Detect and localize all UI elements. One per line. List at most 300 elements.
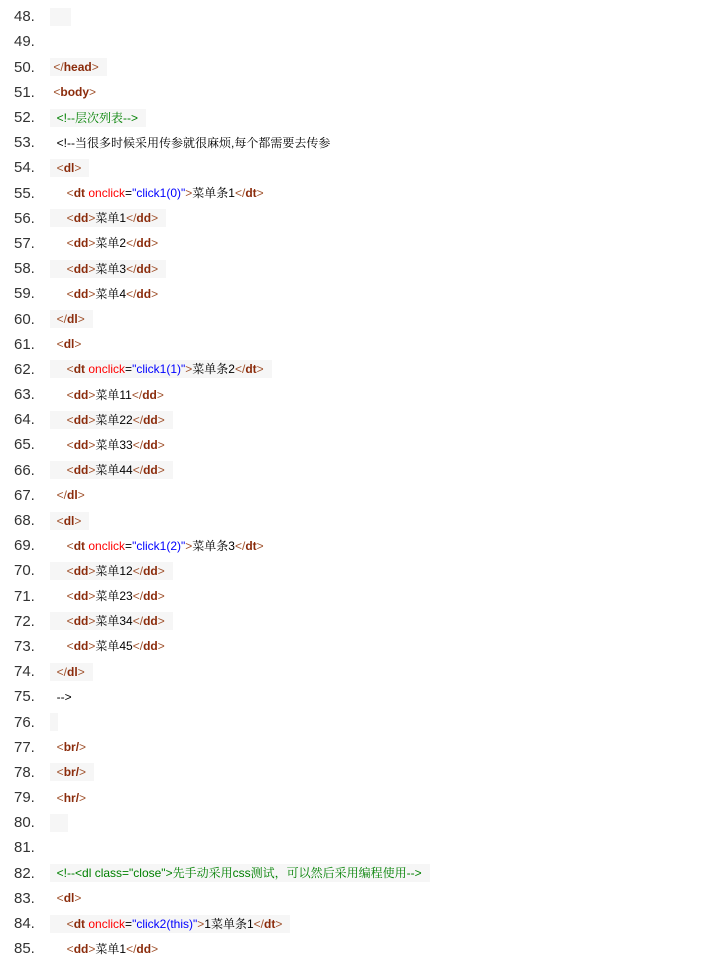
tag-bracket: > <box>257 186 264 200</box>
code-line <box>0 483 716 508</box>
tag-name: dd <box>74 287 89 301</box>
tag-bracket: </ <box>57 665 67 679</box>
tag-bracket: > <box>78 665 85 679</box>
indent <box>50 161 57 175</box>
tag-bracket: > <box>158 564 165 578</box>
code-line <box>0 80 716 105</box>
code-line <box>0 55 716 80</box>
line-number: 80. <box>0 814 50 831</box>
attribute-value: "click2(this)" <box>132 917 197 931</box>
attribute-value: "click1(0)" <box>132 186 185 200</box>
tag-name: body <box>60 85 89 99</box>
line-number: 84. <box>0 915 50 932</box>
tag-name: dd <box>74 262 89 276</box>
indent <box>50 690 57 704</box>
tag-bracket: < <box>67 614 74 628</box>
code-content <box>50 461 173 479</box>
code-content <box>50 159 89 177</box>
tag-bracket: > <box>74 337 81 351</box>
code-content <box>50 260 166 278</box>
code-line <box>0 609 716 634</box>
code-line <box>0 256 716 281</box>
tag-bracket: > <box>88 236 95 250</box>
code-line <box>0 735 716 760</box>
text-node: 菜单44 <box>95 463 132 477</box>
line-number: 50. <box>0 59 50 76</box>
tag-bracket: > <box>88 287 95 301</box>
tag-bracket: > <box>158 589 165 603</box>
code-line <box>0 231 716 256</box>
text-node: 菜单33 <box>95 438 132 452</box>
line-number: 48. <box>0 8 50 25</box>
tag-bracket: </ <box>57 488 67 502</box>
tag-bracket: < <box>53 85 60 99</box>
tag-bracket: < <box>67 589 74 603</box>
comment-text: <!--层次列表--> <box>57 111 138 125</box>
tag-bracket: > <box>74 891 81 905</box>
tag-bracket: < <box>57 891 64 905</box>
tag-bracket: < <box>67 388 74 402</box>
tag-bracket: </ <box>235 539 245 553</box>
indent <box>50 639 67 653</box>
code-content <box>50 940 166 958</box>
line-number: 82. <box>0 865 50 882</box>
tag-bracket: < <box>67 917 74 931</box>
text-node: 1菜单条1 <box>204 917 253 931</box>
line-number: 62. <box>0 361 50 378</box>
tag-bracket: > <box>74 161 81 175</box>
line-number: 68. <box>0 512 50 529</box>
code-content <box>50 864 430 882</box>
tag-bracket: </ <box>57 312 67 326</box>
indent <box>50 312 57 326</box>
tag-bracket: > <box>257 539 264 553</box>
code-line <box>0 4 716 29</box>
tag-bracket: > <box>79 765 86 779</box>
text-node: 菜单条3 <box>192 539 235 553</box>
indent <box>50 388 67 402</box>
text-node: 菜单23 <box>95 589 132 603</box>
indent <box>50 539 67 553</box>
tag-bracket: </ <box>126 262 136 276</box>
tag-bracket: > <box>185 186 192 200</box>
code-content <box>50 335 89 353</box>
text-node: 菜单条1 <box>192 186 235 200</box>
tag-name: dd <box>143 463 158 477</box>
code-line <box>0 508 716 533</box>
code-content <box>50 310 93 328</box>
code-line <box>0 584 716 609</box>
tag-bracket: > <box>79 791 86 805</box>
tag-bracket: > <box>88 211 95 225</box>
line-number: 49. <box>0 33 50 50</box>
tag-bracket: < <box>67 942 74 956</box>
line-number: 72. <box>0 613 50 630</box>
code-content <box>50 436 173 454</box>
tag-name: br/ <box>64 740 79 754</box>
tag-name: dd <box>143 413 158 427</box>
code-line <box>0 155 716 180</box>
tag-bracket: </ <box>133 564 143 578</box>
text-node <box>50 816 60 830</box>
equals-sign: = <box>125 917 132 931</box>
tag-bracket: > <box>158 614 165 628</box>
attribute-value: "click1(1)" <box>132 362 185 376</box>
tag-name: dd <box>143 614 158 628</box>
code-line <box>0 936 716 961</box>
text-node: 菜单1 <box>95 211 126 225</box>
indent <box>50 564 67 578</box>
tag-name: dl <box>64 891 75 905</box>
code-content <box>50 789 94 807</box>
indent <box>50 765 57 779</box>
text-node: <!--当很多时候采用传参就很麻烦,每个都需要去传参 <box>57 136 331 150</box>
equals-sign: = <box>125 539 132 553</box>
tag-bracket: > <box>151 287 158 301</box>
tag-name: dl <box>67 488 78 502</box>
code-content <box>50 612 173 630</box>
code-line <box>0 558 716 583</box>
tag-bracket: > <box>88 564 95 578</box>
indent <box>50 413 67 427</box>
line-number: 79. <box>0 789 50 806</box>
tag-bracket: > <box>275 917 282 931</box>
tag-name: head <box>64 60 92 74</box>
line-number: 55. <box>0 185 50 202</box>
code-content <box>50 839 58 857</box>
tag-bracket: < <box>67 262 74 276</box>
code-content <box>50 209 166 227</box>
code-line <box>0 382 716 407</box>
tag-bracket: > <box>88 388 95 402</box>
tag-bracket: > <box>92 60 99 74</box>
code-line <box>0 760 716 785</box>
tag-bracket: > <box>79 740 86 754</box>
tag-bracket: > <box>88 438 95 452</box>
tag-bracket: > <box>88 614 95 628</box>
line-number: 57. <box>0 235 50 252</box>
tag-name: dl <box>64 161 75 175</box>
code-line <box>0 29 716 54</box>
tag-bracket: < <box>67 211 74 225</box>
tag-bracket: > <box>151 262 158 276</box>
tag-bracket: </ <box>126 236 136 250</box>
code-content <box>50 0 128 1</box>
indent <box>50 740 57 754</box>
indent <box>50 514 57 528</box>
code-content <box>50 587 173 605</box>
tag-bracket: > <box>88 413 95 427</box>
line-number: 74. <box>0 663 50 680</box>
line-number: 81. <box>0 839 50 856</box>
line-number: 75. <box>0 688 50 705</box>
code-content <box>50 713 58 731</box>
indent <box>50 211 67 225</box>
code-line <box>0 357 716 382</box>
tag-bracket: > <box>158 438 165 452</box>
attribute-name: onclick <box>88 539 125 553</box>
tag-name: br/ <box>64 765 79 779</box>
tag-bracket: </ <box>235 362 245 376</box>
tag-bracket: </ <box>126 287 136 301</box>
tag-bracket: > <box>88 463 95 477</box>
tag-bracket: < <box>67 438 74 452</box>
tag-name: dd <box>142 388 157 402</box>
line-number: 61. <box>0 336 50 353</box>
indent <box>50 665 57 679</box>
code-content <box>50 814 68 832</box>
tag-bracket: < <box>67 287 74 301</box>
tag-name: dl <box>67 312 78 326</box>
tag-bracket: </ <box>254 917 264 931</box>
tag-name: dd <box>143 589 158 603</box>
code-content <box>50 285 166 303</box>
tag-name: dd <box>136 262 151 276</box>
code-content <box>50 386 172 404</box>
tag-name: dt <box>245 539 256 553</box>
tag-bracket: < <box>57 337 64 351</box>
tag-bracket: > <box>151 211 158 225</box>
tag-bracket: > <box>185 539 192 553</box>
tag-bracket: </ <box>133 413 143 427</box>
code-line <box>0 181 716 206</box>
line-number: 78. <box>0 764 50 781</box>
tag-name: dd <box>136 211 151 225</box>
code-line <box>0 130 716 155</box>
code-content <box>50 134 338 152</box>
text-node: 菜单12 <box>95 564 132 578</box>
tag-name: dd <box>74 438 89 452</box>
code-content <box>50 58 107 76</box>
line-number: 73. <box>0 638 50 655</box>
tag-bracket: < <box>57 161 64 175</box>
indent <box>50 438 67 452</box>
tag-bracket: > <box>151 236 158 250</box>
line-number: 77. <box>0 739 50 756</box>
indent <box>50 287 67 301</box>
line-number: 67. <box>0 487 50 504</box>
tag-bracket: < <box>57 514 64 528</box>
tag-bracket: > <box>185 362 192 376</box>
code-content <box>50 738 94 756</box>
text-node: 菜单2 <box>95 236 126 250</box>
tag-bracket: > <box>158 463 165 477</box>
tag-bracket: > <box>88 942 95 956</box>
code-content <box>50 8 71 26</box>
line-number: 76. <box>0 714 50 731</box>
indent <box>50 236 67 250</box>
text-node: 菜单11 <box>95 388 131 402</box>
tag-name: dl <box>64 337 75 351</box>
tag-name: dt <box>74 917 85 931</box>
tag-bracket: < <box>57 765 64 779</box>
line-number: 65. <box>0 436 50 453</box>
tag-bracket: > <box>88 262 95 276</box>
tag-bracket: </ <box>235 186 245 200</box>
code-content <box>50 663 93 681</box>
tag-bracket: < <box>67 539 74 553</box>
tag-bracket: </ <box>133 438 143 452</box>
code-line <box>0 533 716 558</box>
line-number: 60. <box>0 311 50 328</box>
tag-bracket: </ <box>133 614 143 628</box>
line-number: 69. <box>0 537 50 554</box>
line-number: 58. <box>0 260 50 277</box>
comment-text: <!--<dl class="close">先手动采用css测试，可以然后采用编程使用--> <box>57 866 422 880</box>
tag-name: dd <box>74 413 89 427</box>
tag-bracket: > <box>257 362 264 376</box>
tag-name: dd <box>136 236 151 250</box>
line-number: 59. <box>0 285 50 302</box>
line-number: 56. <box>0 210 50 227</box>
text-node: 菜单4 <box>95 287 126 301</box>
code-content <box>50 411 173 429</box>
tag-bracket: < <box>67 564 74 578</box>
code-line <box>0 634 716 659</box>
code-line <box>0 861 716 886</box>
text-node: 菜单22 <box>95 413 132 427</box>
code-line <box>0 206 716 231</box>
tag-name: dd <box>74 614 89 628</box>
code-line <box>0 407 716 432</box>
tag-bracket: > <box>74 514 81 528</box>
tag-name: dd <box>74 236 89 250</box>
code-line <box>0 105 716 130</box>
indent <box>50 614 67 628</box>
code-content <box>50 915 290 933</box>
tag-name: dd <box>74 942 89 956</box>
code-line <box>0 835 716 860</box>
text-node: 菜单34 <box>95 614 132 628</box>
tag-name: dd <box>143 438 158 452</box>
tag-bracket: > <box>78 488 85 502</box>
tag-bracket: </ <box>126 211 136 225</box>
tag-bracket: </ <box>132 388 142 402</box>
indent <box>50 262 67 276</box>
tag-name: dt <box>264 917 275 931</box>
tag-bracket: > <box>88 589 95 603</box>
tag-name: dt <box>245 186 256 200</box>
code-line <box>0 432 716 457</box>
tag-name: dd <box>74 211 89 225</box>
tag-name: dt <box>245 362 256 376</box>
code-content <box>50 512 89 530</box>
code-content <box>50 889 89 907</box>
attribute-value: "click1(2)" <box>132 539 185 553</box>
tag-bracket: < <box>67 186 74 200</box>
tag-name: dl <box>67 665 78 679</box>
tag-name: dd <box>143 564 158 578</box>
tag-name: dd <box>74 388 89 402</box>
code-line <box>0 458 716 483</box>
tag-name: dd <box>74 463 89 477</box>
code-line <box>0 709 716 734</box>
equals-sign: = <box>125 362 132 376</box>
line-number: 51. <box>0 84 50 101</box>
indent <box>50 136 57 150</box>
tag-bracket: > <box>151 942 158 956</box>
code-line <box>0 911 716 936</box>
tag-name: dd <box>136 287 151 301</box>
tag-bracket: < <box>57 791 64 805</box>
tag-name: dd <box>74 639 89 653</box>
code-line <box>0 886 716 911</box>
attribute-name: onclick <box>88 917 125 931</box>
tag-bracket: < <box>67 413 74 427</box>
tag-bracket: > <box>197 917 204 931</box>
code-line <box>0 684 716 709</box>
tag-name: dd <box>136 942 151 956</box>
code-line <box>0 659 716 684</box>
tag-bracket: </ <box>126 942 136 956</box>
indent <box>50 589 67 603</box>
code-content <box>50 33 58 51</box>
tag-bracket: </ <box>133 589 143 603</box>
tag-name: dd <box>143 639 158 653</box>
attribute-name: onclick <box>88 362 125 376</box>
tag-name: dd <box>74 564 89 578</box>
line-number: 54. <box>0 159 50 176</box>
indent <box>50 111 57 125</box>
tag-name: dt <box>74 362 85 376</box>
code-line <box>0 281 716 306</box>
tag-bracket: < <box>57 740 64 754</box>
indent <box>50 866 57 880</box>
line-number: 83. <box>0 890 50 907</box>
tag-bracket: > <box>89 85 96 99</box>
indent <box>50 362 67 376</box>
indent <box>50 917 67 931</box>
indent <box>50 337 57 351</box>
code-content <box>50 688 80 706</box>
tag-bracket: < <box>67 639 74 653</box>
line-number: 52. <box>0 109 50 126</box>
text-node: --> <box>57 690 72 704</box>
code-line <box>0 810 716 835</box>
line-number: 70. <box>0 562 50 579</box>
code-content <box>50 763 94 781</box>
tag-bracket: > <box>158 413 165 427</box>
indent <box>50 942 67 956</box>
indent <box>50 891 57 905</box>
attribute-name: onclick <box>88 186 125 200</box>
text-node: 菜单条2 <box>192 362 235 376</box>
tag-bracket: </ <box>133 463 143 477</box>
line-number: 63. <box>0 386 50 403</box>
tag-name: dt <box>74 539 85 553</box>
text-node: 菜单3 <box>95 262 126 276</box>
tag-bracket: > <box>157 388 164 402</box>
tag-bracket: > <box>78 312 85 326</box>
tag-bracket: < <box>67 362 74 376</box>
code-content <box>50 637 173 655</box>
tag-bracket: < <box>67 236 74 250</box>
code-content <box>50 537 272 555</box>
tag-bracket: </ <box>53 60 63 74</box>
code-content <box>50 360 272 378</box>
code-line <box>0 332 716 357</box>
code-content <box>50 109 146 127</box>
code-line <box>0 306 716 331</box>
line-number: 66. <box>0 462 50 479</box>
tag-bracket: < <box>67 463 74 477</box>
code-content <box>50 234 166 252</box>
code-content <box>50 562 173 580</box>
text-node: 菜单1 <box>95 942 126 956</box>
code-content <box>50 83 104 101</box>
indent <box>50 463 67 477</box>
equals-sign: = <box>125 186 132 200</box>
